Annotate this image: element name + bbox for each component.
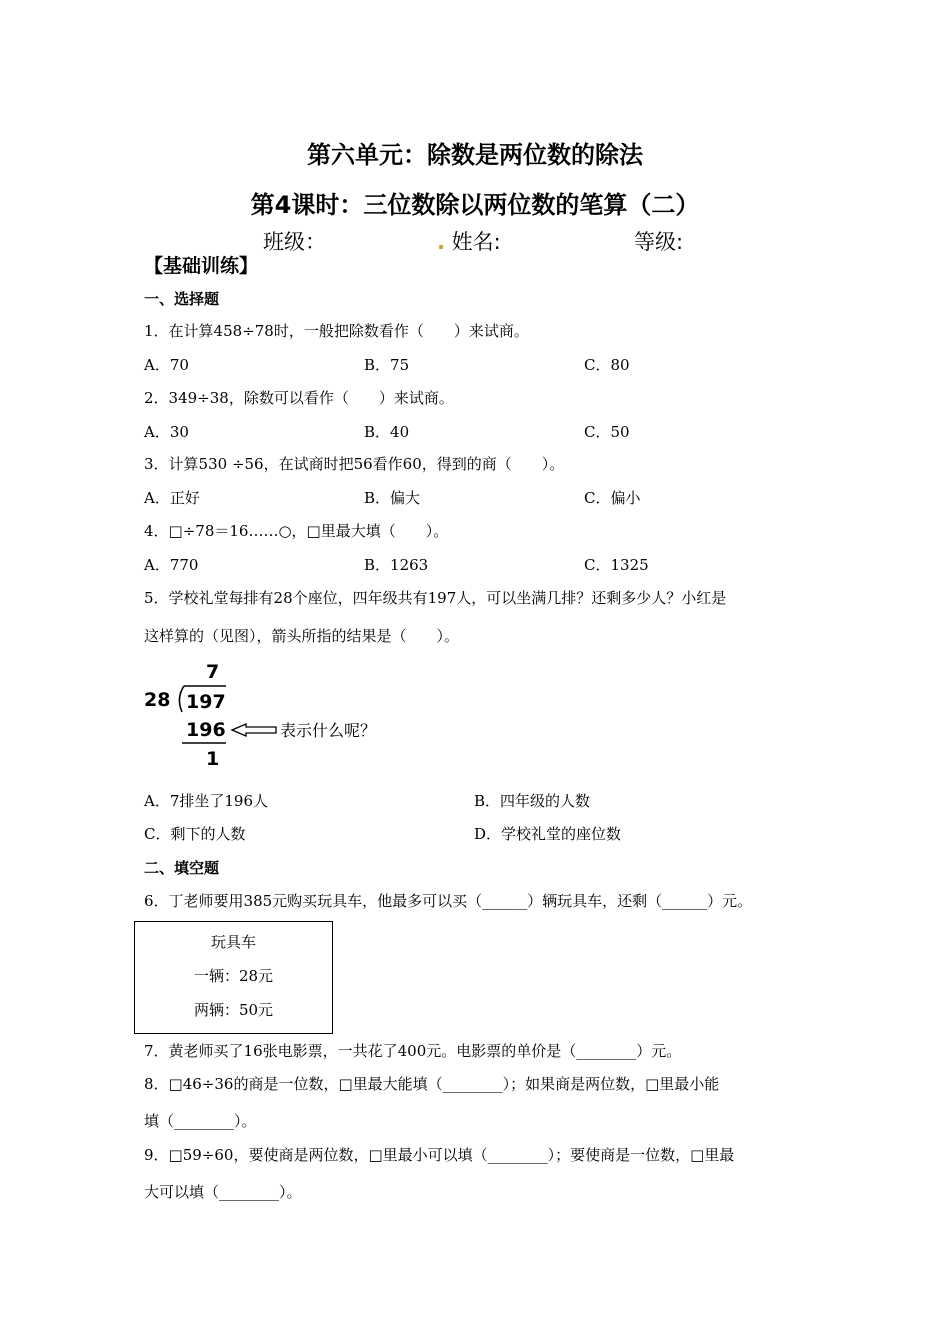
arrow-left-icon	[232, 724, 276, 736]
q5-option-b: B．四年级的人数	[474, 792, 591, 810]
question-5-line2: 这样算的（见图），箭头所指的结果是（ ）。	[144, 627, 460, 645]
q1-option-a: A．70	[144, 356, 189, 374]
division-bracket	[179, 686, 184, 712]
q1-option-b: B．75	[364, 356, 410, 374]
q5-option-d: D．学校礼堂的座位数	[474, 825, 622, 843]
q4-option-a: A．770	[144, 556, 199, 574]
page-title: 第六单元：除数是两位数的除法	[307, 141, 643, 169]
q4-option-c: C．1325	[584, 556, 649, 574]
name-field	[437, 226, 501, 256]
question-7: 7．黄老师买了16张电影票，一共花了400元。电影票的单价是（________）元。	[144, 1042, 682, 1060]
q5-option-c: C．剩下的人数	[144, 825, 246, 843]
price-box-one: 一辆：28元	[193, 967, 274, 985]
name-dot: .	[437, 230, 445, 254]
division-product: 196	[186, 719, 226, 741]
class-label: 班级：	[263, 230, 326, 254]
q2-option-a: A．30	[144, 423, 189, 441]
q2-option-b: B．40	[364, 423, 410, 441]
name-label: 姓名:	[451, 230, 501, 254]
part2-title: 二、填空题	[144, 859, 220, 877]
section-basic-training: 【基础训练】	[144, 255, 259, 277]
long-division-figure	[140, 656, 400, 771]
toy-car-price-box	[134, 921, 333, 1034]
question-9-line2: 大可以填（________）。	[144, 1183, 302, 1201]
q4-option-b: B．1263	[364, 556, 429, 574]
q3-option-b: B．偏大	[364, 489, 421, 507]
page-subtitle: 第4课时：三位数除以两位数的笔算（二）	[250, 191, 700, 219]
q1-option-c: C．80	[584, 356, 630, 374]
grade-label: 等级:	[634, 230, 684, 254]
part1-title: 一、选择题	[144, 290, 220, 308]
price-box-two: 两辆：50元	[193, 1001, 274, 1019]
division-dividend: 197	[186, 691, 226, 713]
q3-option-c: C．偏小	[584, 489, 641, 507]
question-3: 3．计算530 ÷56，在试商时把56看作60，得到的商（ ）。	[144, 455, 565, 473]
question-9-line1: 9．□59÷60，要使商是两位数，□里最小可以填（________）；要使商是一位数，□里最	[144, 1146, 735, 1164]
question-6: 6．丁老师要用385元购买玩具车，他最多可以买（______）辆玩具车，还剩（______）元。	[144, 892, 753, 910]
question-8-line2: 填（________）。	[144, 1112, 257, 1130]
arrow-annotation: 表示什么呢？	[280, 721, 377, 740]
question-4: 4．□÷78＝16……○，□里最大填（ ）。	[144, 522, 449, 540]
q2-option-c: C．50	[584, 423, 630, 441]
q3-option-a: A．正好	[144, 489, 200, 507]
question-5-line1: 5．学校礼堂每排有28个座位，四年级共有197人，可以坐满几排？还剩多少人？小红是	[144, 589, 727, 607]
question-8-line1: 8．□46÷36的商是一位数，□里最大能填（________）；如果商是两位数，□里最小能	[144, 1075, 720, 1093]
division-quotient: 7	[206, 661, 220, 683]
question-2: 2．349÷38，除数可以看作（ ）来试商。	[144, 389, 454, 407]
q5-option-a: A．7排坐了196人	[144, 792, 269, 810]
division-remainder: 1	[206, 748, 220, 770]
price-box-title: 玩具车	[210, 933, 256, 951]
division-divisor: 28	[144, 689, 171, 711]
question-1: 1．在计算458÷78时，一般把除数看作（ ）来试商。	[144, 322, 529, 340]
